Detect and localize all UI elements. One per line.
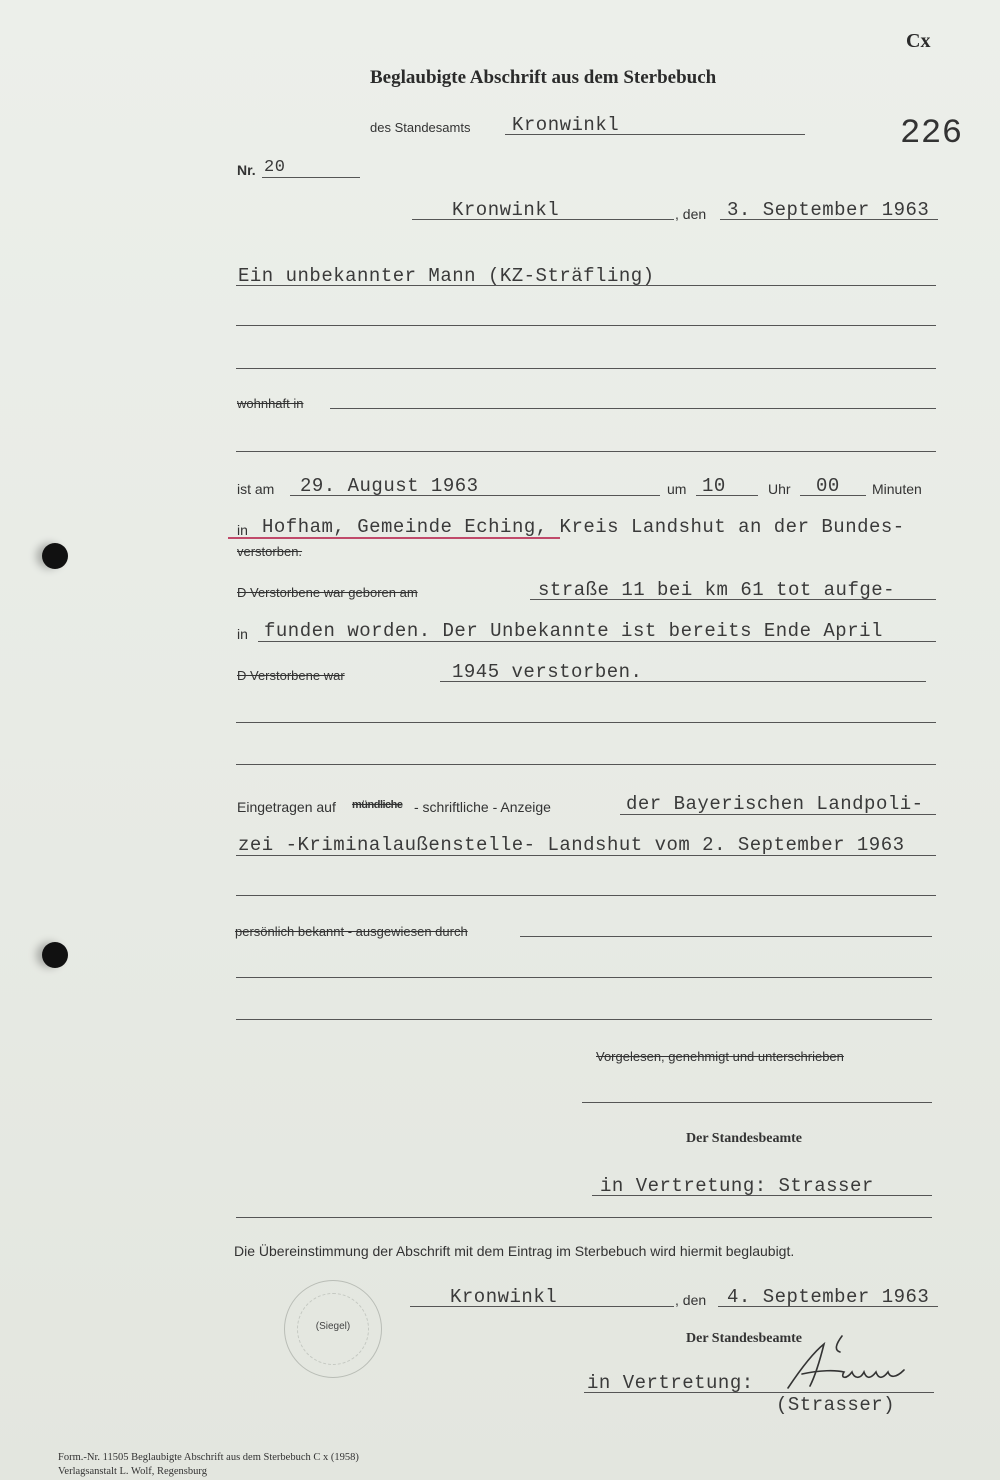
death-label-geboren: D Verstorbene war geboren am — [237, 585, 418, 600]
death-date-line — [290, 495, 660, 496]
registry-line — [505, 134, 805, 135]
residence-label: wohnhaft in — [237, 396, 304, 411]
dateline-place-line — [412, 219, 674, 220]
person-rule-1 — [236, 285, 936, 286]
death-label-uhr: Uhr — [768, 481, 791, 497]
official-value-1: in Vertretung: Strasser — [600, 1175, 874, 1197]
blank-rule-2 — [236, 764, 936, 765]
certification-date-line — [718, 1306, 938, 1307]
page-number: 226 — [900, 115, 963, 153]
registry-label: des Standesamts — [370, 120, 471, 135]
footer-form-number: Form.-Nr. 11505 Beglaubigte Abschrift aus dem Sterbebuch C x (1958) — [58, 1452, 359, 1463]
identification-rule-3 — [236, 1019, 932, 1020]
death-label-verstorben: verstorben. — [237, 544, 303, 559]
certification-place-line — [410, 1306, 674, 1307]
official-name: (Strasser) — [776, 1394, 896, 1416]
death-line-4: funden worden. Der Unbekannte ist bereits Ende April — [264, 620, 883, 642]
blank-rule-1 — [236, 722, 936, 723]
signature-rule — [582, 1102, 932, 1103]
death-minutes-line — [800, 495, 866, 496]
punch-hole-bottom — [42, 942, 68, 968]
death-date: 29. August 1963 — [300, 475, 479, 497]
signature-read-label: Vorgelesen, genehmigt und unterschrieben — [596, 1049, 844, 1064]
death-hour: 10 — [702, 475, 726, 497]
death-place-line: Hofham, Gemeinde Eching, Kreis Landshut an der Bundes- — [262, 516, 905, 538]
nr-label: Nr. — [237, 162, 256, 178]
dateline-date: 3. September 1963 — [727, 199, 930, 221]
registry-value: Kronwinkl — [512, 114, 620, 136]
official-label-2: Der Standesbeamte — [686, 1331, 803, 1346]
death-label-in-2: in — [237, 626, 248, 642]
certification-place: Kronwinkl — [450, 1286, 558, 1308]
seal-label: (Siegel) — [315, 1321, 351, 1332]
handwritten-signature — [780, 1330, 920, 1400]
dateline-den-label: , den — [675, 206, 707, 222]
entry-label-struck: mündliche — [352, 799, 403, 811]
residence-rule-2 — [236, 451, 936, 452]
death-label-in: in — [237, 522, 248, 538]
certification-date: 4. September 1963 — [727, 1286, 930, 1308]
punch-hole-top — [42, 543, 68, 569]
form-code: Cx — [906, 30, 931, 52]
death-line-5: 1945 verstorben. — [452, 661, 643, 683]
person-rule-3 — [236, 368, 936, 369]
nr-line — [262, 177, 360, 178]
death-rule-5 — [440, 681, 926, 682]
identification-rule-1 — [520, 936, 932, 937]
certification-den-label: , den — [675, 1292, 707, 1308]
entry-line-1: der Bayerischen Landpoli- — [626, 793, 924, 815]
entry-rule-3 — [236, 895, 936, 896]
death-label-um: um — [667, 481, 687, 497]
certification-statement: Die Übereinstimmung der Abschrift mit dem Eintrag im Sterbebuch wird hiermit beglaubigt. — [234, 1243, 795, 1259]
death-label-minuten: Minuten — [872, 481, 922, 497]
official-label-1: Der Standesbeamte — [686, 1131, 803, 1146]
death-minutes: 00 — [816, 475, 840, 497]
red-underline — [228, 537, 560, 539]
entry-rule-1 — [620, 814, 936, 815]
entry-label-eingetragen: Eingetragen auf — [237, 799, 336, 815]
official-value-2: in Vertretung: — [587, 1372, 754, 1394]
dateline-place: Kronwinkl — [452, 199, 560, 221]
identification-rule-2 — [236, 977, 932, 978]
residence-rule-1 — [330, 408, 936, 409]
person-line-1: Ein unbekannter Mann (KZ-Sträfling) — [238, 265, 655, 287]
official-seal — [284, 1280, 382, 1378]
entry-line-2: zei -Kriminalaußenstelle- Landshut vom 2. September 1963 — [238, 834, 905, 856]
official-rule-1 — [592, 1195, 932, 1196]
entry-rule-2 — [236, 855, 936, 856]
death-label-verstorbene-war: D Verstorbene war — [237, 668, 345, 683]
death-label-ist-am: ist am — [237, 481, 275, 497]
death-rule-4 — [258, 641, 936, 642]
section-divider — [236, 1217, 932, 1218]
death-hour-line — [696, 495, 758, 496]
entry-label-anzeige: - schriftliche - Anzeige — [414, 799, 551, 815]
person-rule-2 — [236, 325, 936, 326]
death-rule-3 — [530, 599, 936, 600]
death-line-3: straße 11 bei km 61 tot aufge- — [538, 579, 896, 601]
identification-label: persönlich bekannt - ausgewiesen durch — [235, 924, 468, 939]
document-title: Beglaubigte Abschrift aus dem Sterbebuch — [370, 67, 717, 88]
nr-value: 20 — [264, 158, 286, 177]
dateline-date-line — [720, 219, 938, 220]
footer-publisher: Verlagsanstalt L. Wolf, Regensburg — [58, 1466, 207, 1477]
